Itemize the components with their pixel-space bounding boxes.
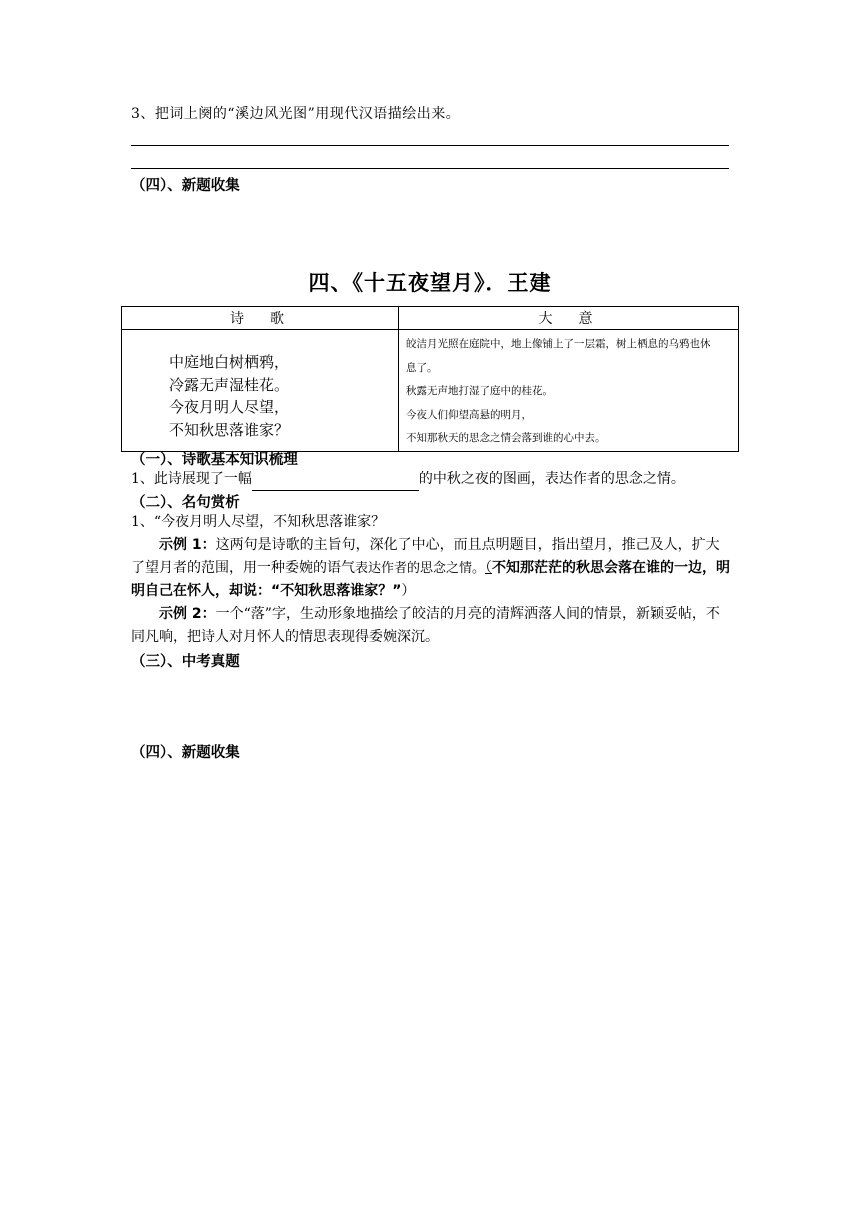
example-1-bold: 不知那茫茫的秋思会落在谁的一边，明明自己在怀人，却说：“不知秋思落谁家？” xyxy=(131,560,731,599)
poem-line: 今夜月明人尽望， xyxy=(169,398,290,416)
section-heading-new-questions-prev: （四）、新题收集 xyxy=(131,178,240,194)
question-3: 3、把词上阕的“溪边风光图”用现代汉语描绘出来。 xyxy=(131,106,461,122)
section-heading-basics: （一）、诗歌基本知识梳理 xyxy=(131,452,298,468)
meaning-line: 秋露无声地打湿了庭中的桂花。 xyxy=(406,385,553,397)
example-2-text: 一个“落”字，生动形象地描绘了皎洁的月亮的清辉洒落人间的情景，新颖妥帖，不同凡响，把诗人对月怀人的情思表现得委婉深沉。 xyxy=(131,606,720,645)
header-meaning: 大 意 xyxy=(399,307,739,330)
example-1-paren-close: ） xyxy=(401,583,416,599)
lesson-title: 四、《十五夜望月》．王建 xyxy=(308,271,552,295)
poem-table xyxy=(121,306,739,452)
poem-lines xyxy=(122,330,399,452)
poem-line: 中庭地白树栖鸦， xyxy=(169,353,290,371)
section-heading-new-questions: （四）、新题收集 xyxy=(131,745,240,761)
example-2 xyxy=(131,603,731,649)
meaning-line: 今夜人们仰望高悬的明月， xyxy=(406,408,532,421)
fill-blank[interactable] xyxy=(252,476,419,491)
poem-line: 冷露无声湿桂花。 xyxy=(169,375,290,394)
example-1-small: 表达作者的思念之情。 xyxy=(355,561,486,576)
q1-after: 的中秋之夜的图画，表达作者的思念之情。 xyxy=(418,471,685,487)
basics-question-1 xyxy=(131,468,731,491)
q1-before: 1、此诗展现了一幅 xyxy=(131,471,252,487)
example-2-label: 示例 2： xyxy=(159,606,216,622)
example-1-paren-open: （ xyxy=(485,560,493,576)
example-1 xyxy=(131,534,731,603)
answer-line-2 xyxy=(131,168,729,169)
section-heading-famous-lines: （二）、名句赏析 xyxy=(131,495,240,511)
example-1-text: 这两句是诗歌的主旨句，深化了中心，而且点明题目，指出望月，推己及人，扩大了望月者的范围，用一种委婉的语气 xyxy=(131,537,720,576)
poem-line: 不知秋思落谁家？ xyxy=(169,420,290,439)
meaning-line: 息了。 xyxy=(406,361,438,374)
answer-line-1 xyxy=(131,145,729,146)
meaning-line: 不知那秋天的思念之情会落到谁的心中去。 xyxy=(406,432,606,444)
famous-lines-question-1: 1、“今夜月明人尽望，不知秋思落谁家？ xyxy=(131,514,386,530)
meaning-line: 皎洁月光照在庭院中，地上像铺上了一层霜，树上栖息的乌鸦也休 xyxy=(406,338,711,350)
example-1-label: 示例 1： xyxy=(159,537,216,553)
meaning-lines xyxy=(399,330,739,452)
section-heading-exam: （三）、中考真题 xyxy=(131,654,240,670)
header-poem: 诗 歌 xyxy=(122,307,399,330)
